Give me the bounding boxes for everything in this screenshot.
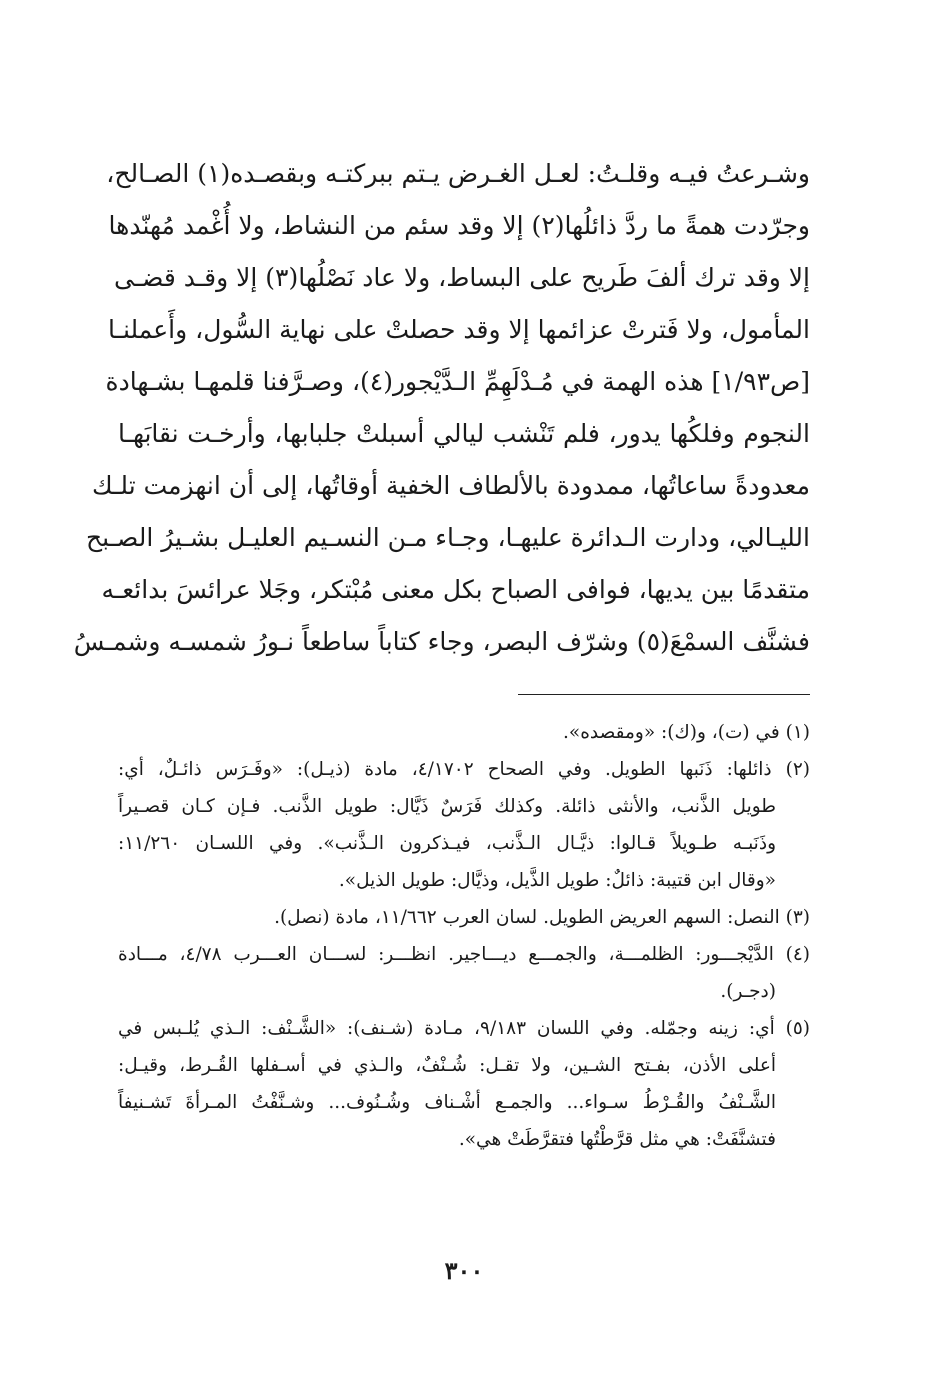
footnote-line: (٤) الدَّيْجـــور: الظلمـــة، والجمـــع ديـــاجير. انظـــر: لســـان العـــرب ٤/٧٨، مـــادة bbox=[118, 944, 810, 965]
footnote-line: (١) في (ت)، و(ك): «ومقصده». bbox=[563, 722, 810, 743]
main-text-line: متقدمًا بين يديها، فوافى الصباح بكل معنى مُبْتكر، وجَلا عرائسَ بدائعـه bbox=[101, 575, 810, 604]
footnote-line: (دجـر). bbox=[720, 981, 776, 1002]
footnote-4 bbox=[118, 936, 810, 1010]
footnote-line: (٢) ذائلها: ذَنَبها الطويل. وفي الصحاح ٤/١٧٠٢، مادة (ذيـل): «وفَـرَس ذائـلٌ، أي: bbox=[118, 759, 810, 780]
footnote-line: «وقال ابن قتيبة: ذائلٌ: طويل الذَّيل، وذيَّال: طويل الذيل». bbox=[338, 870, 776, 891]
footnote-line: الشَّـنْفُ والقُـرْطُ سـواء... والجمـع أشْـناف وشُـنُوف... وشـنَّفْتُ المـرأةَ تَشـنيفاً bbox=[118, 1092, 776, 1113]
footnote-5 bbox=[118, 1010, 810, 1158]
main-text-line: فشنَّف السمْعَ(٥) وشرّف البصر، وجاء كتاباً ساطعاً نـورُ شمسـه وشمـسُ bbox=[73, 627, 810, 656]
main-text-line: إلا وقد ترك ألفَ طَريح على البساط، ولا عاد نَصْلُها(٣) إلا وقـد قضـى bbox=[113, 263, 810, 292]
main-text-line: المأمول، ولا فَترتْ عزائمها إلا وقد حصلتْ على نهاية السُّول، وأَعملنـا bbox=[108, 315, 810, 344]
footnotes bbox=[118, 714, 810, 1158]
book-page bbox=[73, 148, 810, 1308]
footnote-line: فتشنَّفَتْ: هي مثل قرَّطْتُها فتقرَّطَتْ هي». bbox=[458, 1129, 776, 1150]
footnote-2 bbox=[118, 751, 810, 899]
main-text-line: وشـرعتُ فيـه وقلـتُ: لعـل الغـرض يـتم ببركتـه وبقصـده(١) الصـالح، bbox=[106, 159, 810, 188]
main-text-line: الليـالي، ودارت الـدائرة عليهـا، وجـاء مـن النسـيم العليـل بشـيرُ الصـبح bbox=[86, 523, 810, 552]
main-text-line: [ص١/٩٣] هذه الهمة في مُـدْلَهِمِّ الـدَّيْجور(٤)، وصـرَّفنا قلمهـا بشـهادة bbox=[105, 367, 810, 396]
footnote-line: (٥) أي: زينه وجمّله. وفي اللسان ٩/١٨٣، مـادة (شـنف): «الشَّـنْف: الـذي يُلـبس في bbox=[118, 1018, 810, 1039]
footnote-line: وذَنَبـه طـويلاً قـالوا: ذيَّـال الـذَّنب، فيـذكرون الـذَّنب». وفي اللسـان ١١/٢٦٠: bbox=[118, 833, 776, 854]
page-number: ٣٠٠ bbox=[444, 1256, 484, 1285]
footnote-1 bbox=[118, 714, 810, 751]
footnote-separator bbox=[518, 694, 810, 695]
main-text-line: النجوم وفلكُها يدور، فلم تَنْشب ليالي أسبلتْ جلبابها، وأرخـت نقابَهـا bbox=[118, 419, 810, 448]
footnote-line: أعلى الأذن، بفـتح الشـين، ولا تقـل: شُـنْفٌ، والـذي في أسـفلها القُـرط، وقيـل: bbox=[118, 1055, 776, 1076]
main-text-line: وجرّدت همةً ما ردَّ ذائلُها(٢) إلا وقد سئم من النشاط، ولا أُغْمد مُهنّدها bbox=[108, 211, 810, 240]
main-text-block bbox=[73, 148, 810, 668]
footnote-3 bbox=[118, 899, 810, 936]
footnote-line: طويل الذَّنب، والأنثى ذائلة. وكذلك فَرَسٌ ذَيَّال: طويل الذَّنب. فـإن كـان قصـيراً bbox=[118, 796, 776, 817]
main-text-line: معدودةً ساعاتُها، ممدودة بالألطاف الخفية أوقاتُها، إلى أن انهزمت تلـك bbox=[92, 471, 810, 500]
footnote-line: (٣) النصل: السهم العريض الطويل. لسان العرب ١١/٦٦٢، مادة (نصل). bbox=[274, 907, 810, 928]
